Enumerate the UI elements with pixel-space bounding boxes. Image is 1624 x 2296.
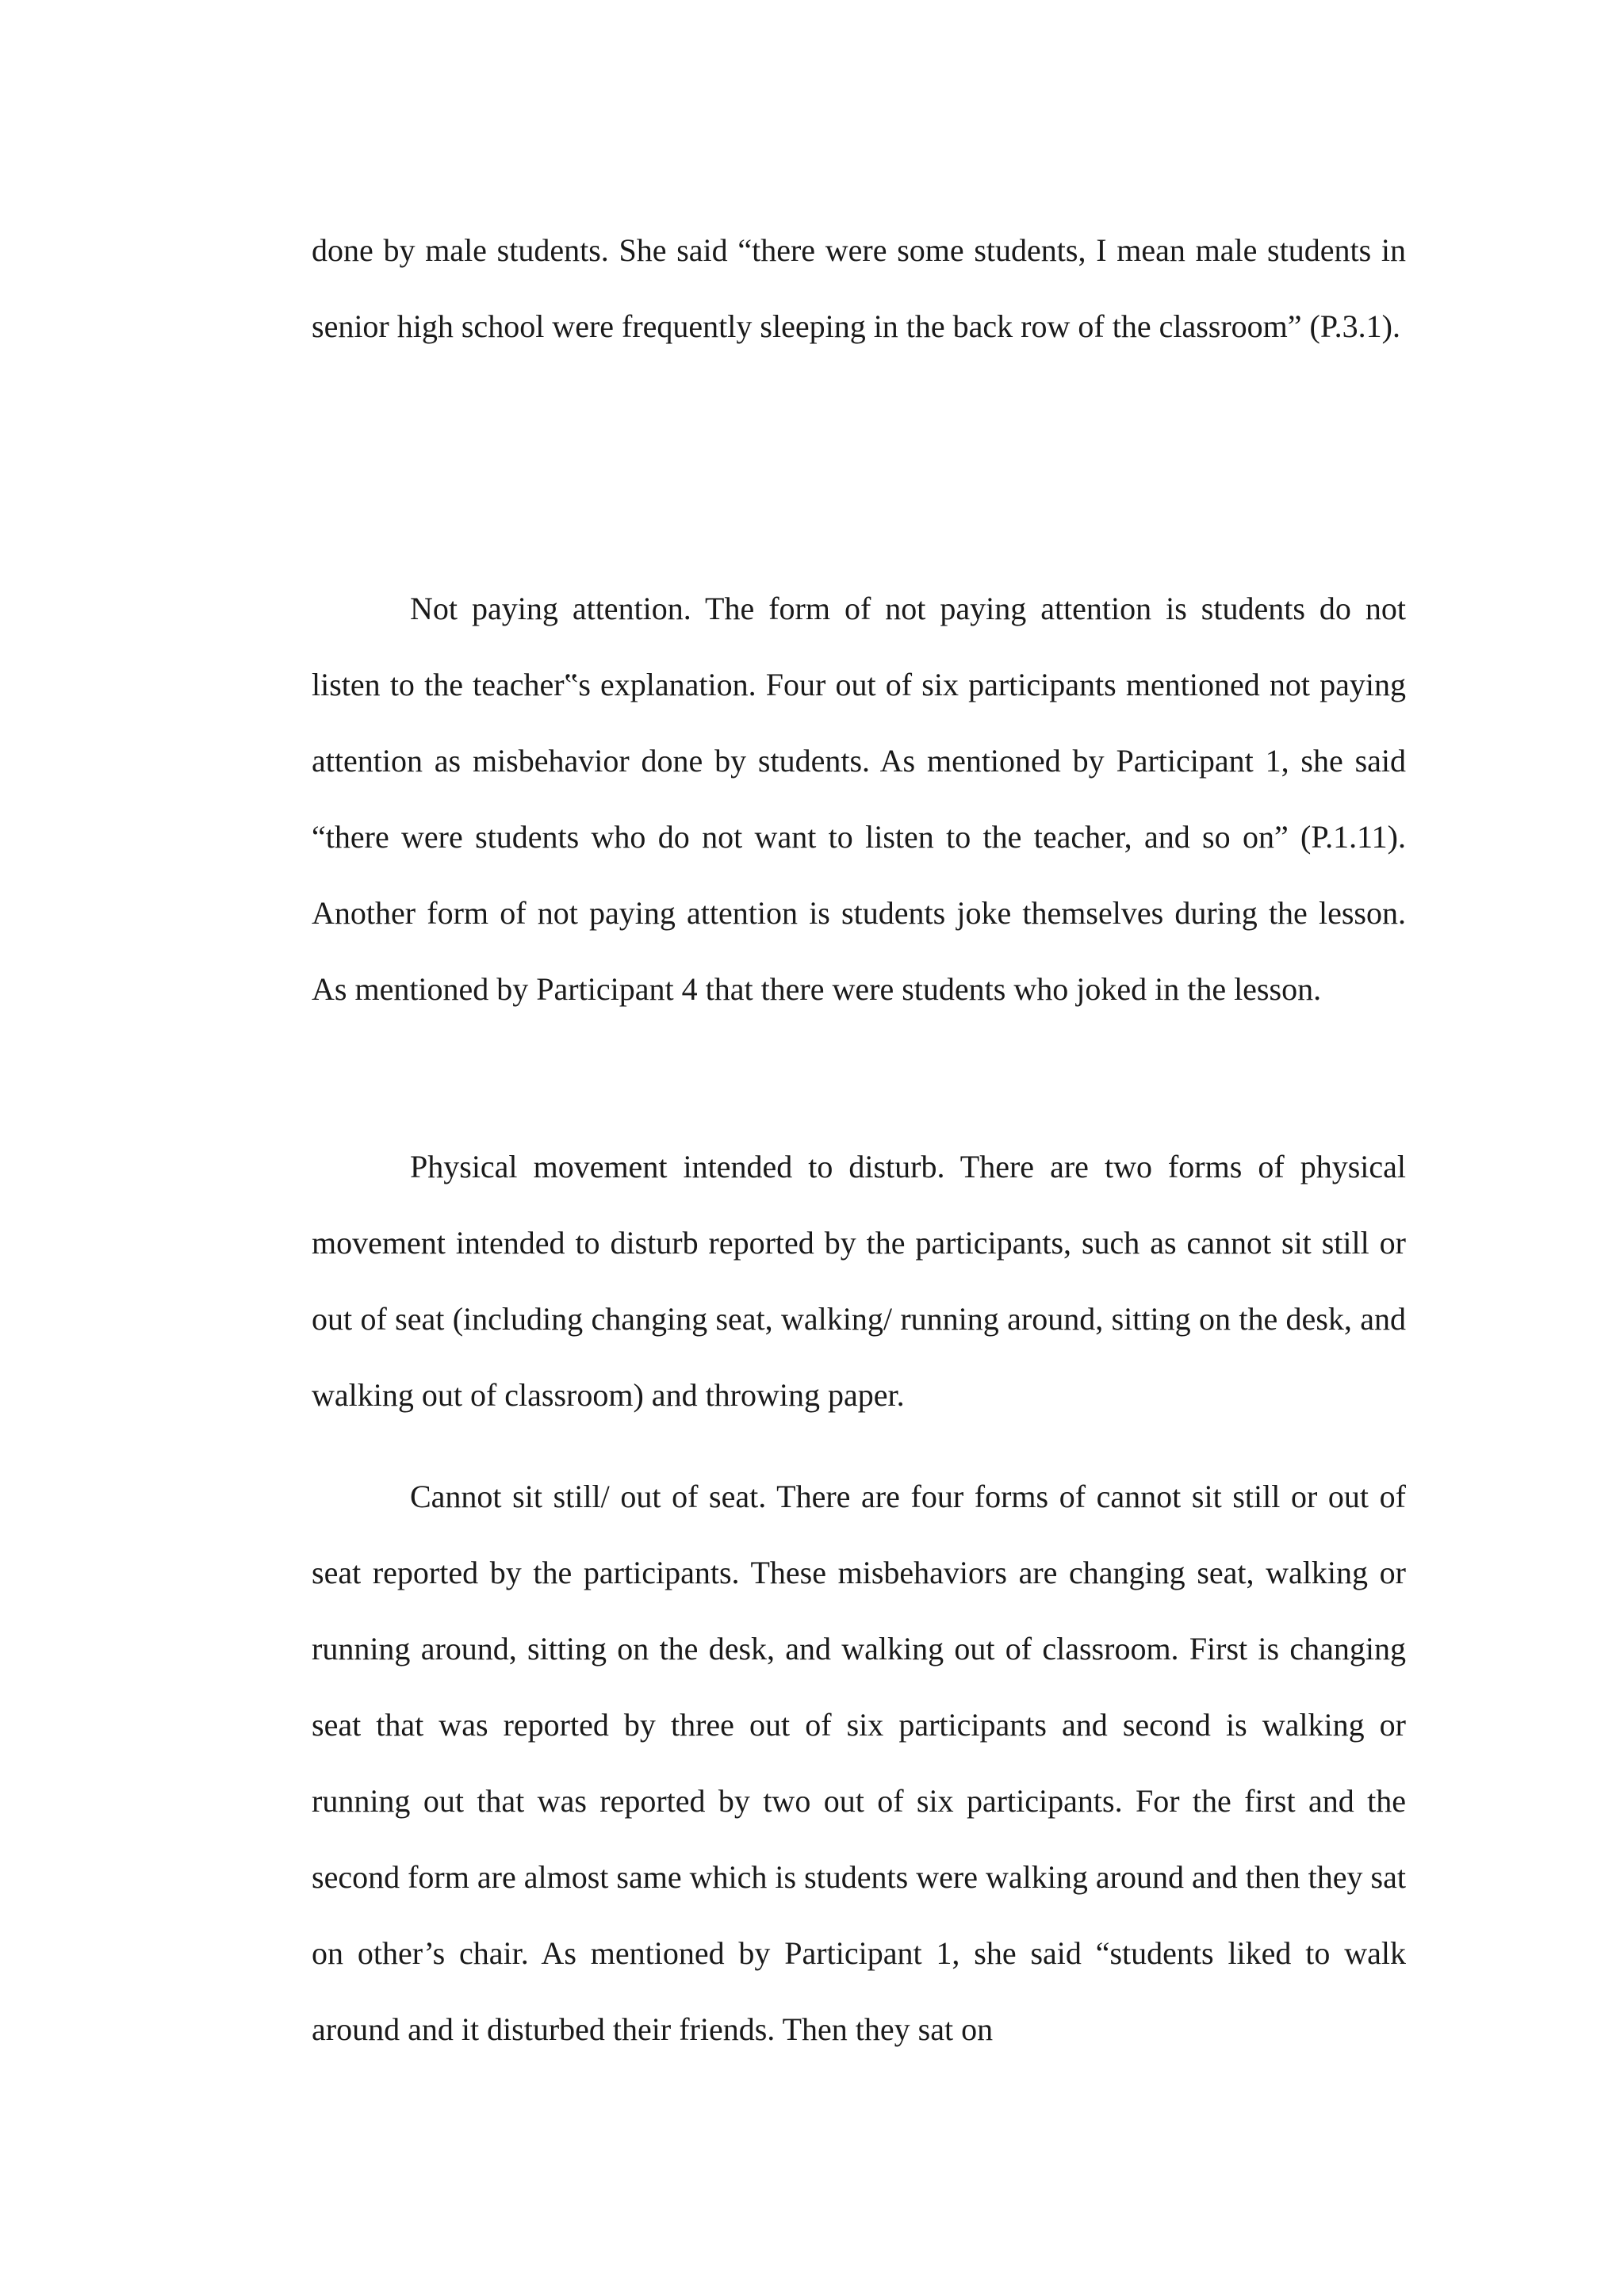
body-paragraph: Physical movement intended to disturb. There are two forms of physical movement intended to disturb reported by the participants, such as cannot sit still or out of seat (including changing seat, walking/ running around, sitting on the desk, and walking out of classroom) and throwing paper. xyxy=(312,1149,1406,1413)
body-paragraph: done by male students. She said “there were some students, I mean male students in senior high school were frequently sleeping in the back row of the classroom” (P.3.1). xyxy=(312,232,1406,344)
body-paragraph: Cannot sit still/ out of seat. There are four forms of cannot sit still or out of seat reported by the participants. These misbehaviors are changing seat, walking or running around, sitting on the desk, and walking out of classroom. First is changing seat that was reported by three out of six participants and second is walking or running out that was reported by two out of six participants. For the first and the second form are almost same which is students were walking around and then they sat on other’s chair. As mentioned by Participant 1, she said “students liked to walk around and it disturbed their friends. Then they sat on xyxy=(312,1479,1406,2047)
body-paragraph: Not paying attention. The form of not paying attention is students do not listen to the teacher‟s explanation. Four out of six participants mentioned not paying attention as misbehavior done by students. As mentioned by Participant 1, she said “there were students who do not want to listen to the teacher, and so on” (P.1.11). Another form of not paying attention is students joke themselves during the lesson. As mentioned by Participant 4 that there were students who joked in the lesson. xyxy=(312,591,1406,1007)
